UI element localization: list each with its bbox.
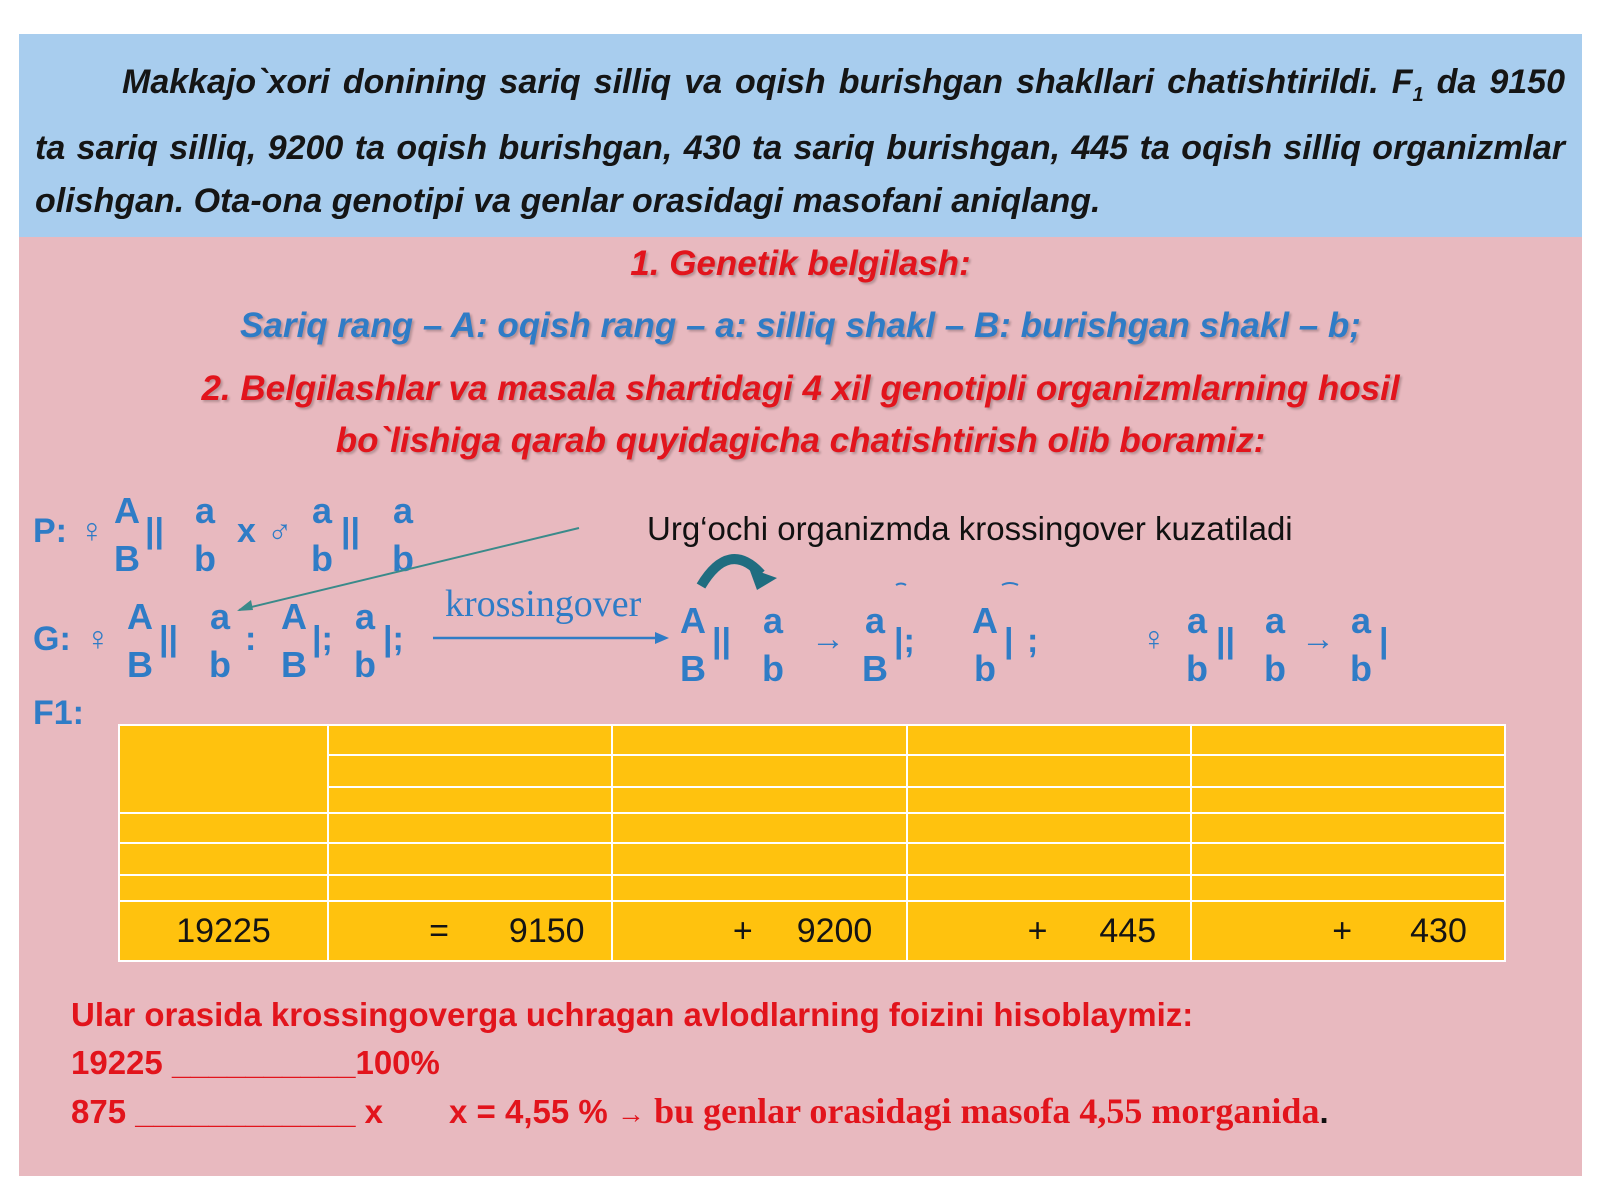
tilde-mark (1002, 583, 1018, 585)
table-row (119, 725, 1505, 813)
table-cell (1191, 813, 1505, 901)
female-symbol: ♀ (85, 620, 111, 658)
table-cell (328, 813, 612, 901)
genotype-AB: A B (127, 596, 153, 685)
table-cell (907, 725, 1192, 813)
table-cell (1191, 725, 1505, 813)
punnett-table (118, 724, 1506, 962)
total-cell: 19225 (119, 901, 328, 961)
gamete-aB: a B (862, 600, 888, 689)
female-symbol: ♀ (1141, 620, 1167, 658)
sum-cell: = 9150 (328, 901, 612, 961)
colon-sign: : (245, 620, 257, 658)
genotype-ab: a b (762, 600, 784, 689)
sum-cell: + 445 (907, 901, 1192, 961)
chromosome-bars: || (712, 622, 732, 660)
genotype-ab: a b (209, 596, 231, 685)
sum-cell: + 9200 (612, 901, 907, 961)
p-label: P: (33, 512, 67, 550)
table-corner-cell (119, 725, 328, 813)
g-label: G: (33, 620, 71, 658)
sum-cell: + 430 (1191, 901, 1505, 961)
chromosome-bars: || (1216, 622, 1236, 660)
gamete-ab: a b (1350, 600, 1372, 689)
chromosome-bars: || (145, 512, 165, 550)
calc-line-total: 19225 __________100% (71, 1044, 440, 1081)
female-symbol: ♀ (79, 512, 105, 550)
chromosome-bars: || (159, 620, 179, 658)
table-cell (907, 813, 1192, 901)
slide (19, 34, 1582, 1176)
table-cell (119, 813, 328, 901)
gamete-AB: A B (281, 596, 307, 685)
task-text: Makkajo`xori donining sariq silliq va oqish burishgan shakllari chatishtirildi. $F_1$ da 9150 ta sariq silliq, 9200 ta oqish burishgan, 430 ta sariq burishgan, 445 ta oqish silliq organizmlar olishgan. Ota-ona genotipi va genlar orasidagi masofani aniqlang. (35, 63, 1565, 220)
semicolon-sign: ; (1027, 622, 1039, 660)
table-cell (612, 725, 907, 813)
chromosome-bar: |; (383, 620, 404, 658)
genotype-AB: A B (680, 600, 706, 689)
table-sum-row (119, 901, 1505, 961)
chromosome-bar: | (1379, 622, 1389, 660)
gamete-Ab: A b (972, 600, 998, 689)
arrow-symbol: → (1301, 620, 1335, 658)
genotype-AB: A B (114, 490, 140, 579)
step1-heading: 1. Genetik belgilash: (630, 244, 971, 283)
genotype-ab: a b (194, 490, 216, 579)
calc-line-result: 875 ____________ x x = 4,55 % → bu genlar orasidagi masofa 4,55 morganida. (71, 1091, 1329, 1131)
genotype-ab: a b (1186, 600, 1208, 689)
crossing-over-note: Urg‘ochi organizmda krossingover kuzatiladi (647, 510, 1293, 547)
chromosome-bar: |; (312, 620, 333, 658)
table-cell (328, 725, 612, 813)
step2-heading-line2: bo`lishiga qarab quyidagicha chatishtirish olib boramiz: (335, 421, 1266, 460)
table-row (119, 813, 1505, 901)
tilde-mark (896, 584, 906, 586)
krossingover-arrowhead (655, 632, 669, 644)
genotype-ab: a b (392, 490, 414, 579)
krossingover-label: krossingover (445, 583, 642, 625)
chromosome-bars: || (341, 512, 361, 550)
table-cell (612, 813, 907, 901)
genotype-ab: a b (311, 490, 333, 579)
arrow-symbol: → (811, 620, 845, 658)
male-symbol: ♂ (267, 512, 293, 550)
calc-intro: Ular orasida krossingoverga uchragan avlodlarning foizini hisoblaymiz: (71, 996, 1194, 1033)
step2-heading-line1: 2. Belgilashlar va masala shartidagi 4 xil genotipli organizmlarning hosil (201, 369, 1400, 408)
cross-sign: x (237, 512, 256, 550)
genotype-ab: a b (1264, 600, 1286, 689)
traits-heading: Sariq rang – A: oqish rang – a: silliq shakl – B: burishgan shakl – b; (240, 306, 1361, 345)
chromosome-bar: |; (894, 622, 915, 660)
chromosome-bar: | (1004, 622, 1014, 660)
f1-label: F1: (33, 694, 84, 732)
gamete-ab: a b (354, 596, 376, 685)
pointer-arrowhead (237, 600, 253, 611)
